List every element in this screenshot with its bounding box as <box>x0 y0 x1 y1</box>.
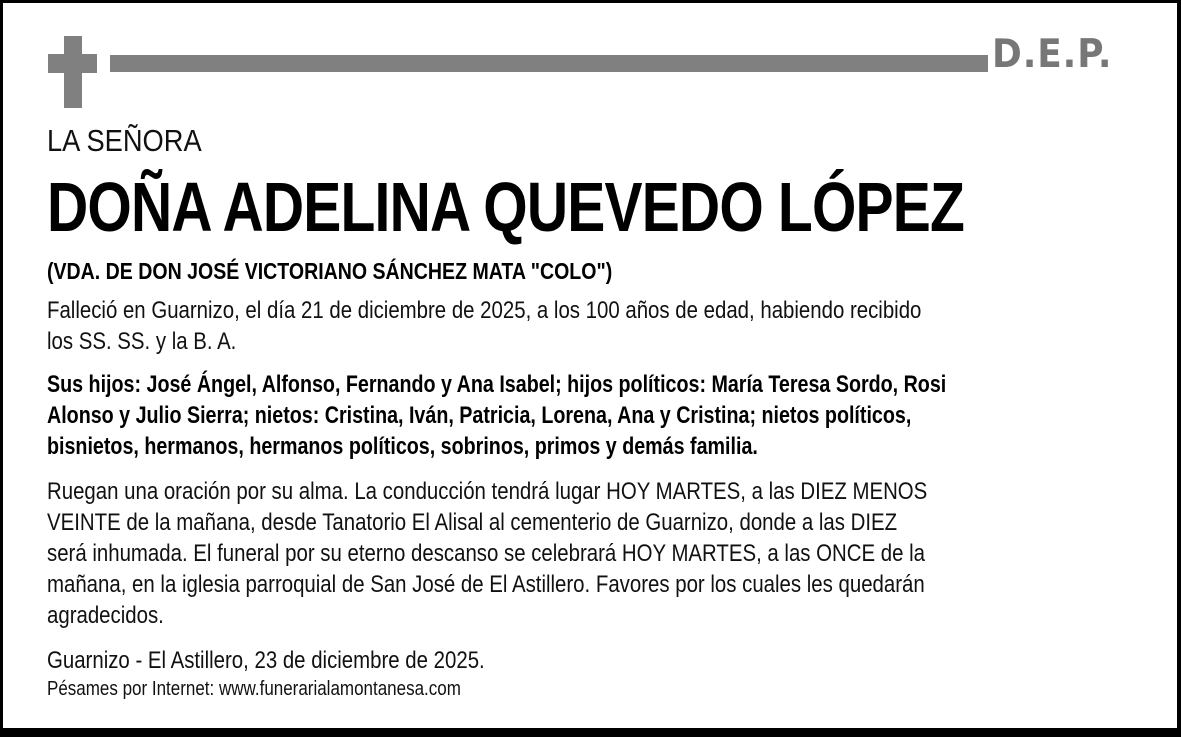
paragraph-line: bisnietos, hermanos, hermanos políticos, sobrinos, primos y demás familia. <box>47 433 758 460</box>
paragraph-line: será inhumada. El funeral por su eterno descanso se celebrará HOY MARTES, a las ONCE de la <box>47 540 926 567</box>
service-paragraph <box>47 476 927 631</box>
paragraph-line: mañana, en la iglesia parroquial de San José de El Astillero. Favores por los cuales les quedarán <box>47 571 925 598</box>
paragraph-line: Sus hijos: José Ángel, Alfonso, Fernando y Ana Isabel; hijos políticos: María Teresa Sordo, Rosi <box>47 371 947 398</box>
honorific: LA SEÑORA <box>47 123 202 158</box>
paragraph-line: Falleció en Guarnizo, el día 21 de diciembre de 2025, a los 100 años de edad, habiendo recibido <box>47 297 922 324</box>
paragraph-line: VEINTE de la mañana, desde Tanatorio El Alisal al cementerio de Guarnizo, donde a las DIEZ <box>47 509 898 536</box>
cross-icon-arm <box>48 54 97 73</box>
death-paragraph <box>47 295 921 357</box>
condolences-link[interactable]: Pésames por Internet: www.funerarialamontanesa.com <box>47 678 461 700</box>
paragraph-line: Alonso y Julio Sierra; nietos: Cristina, Iván, Patricia, Lorena, Ana y Cristina; nietos políticos, <box>47 402 912 429</box>
paragraph-line: agradecidos. <box>47 602 164 629</box>
paragraph-line: los SS. SS. y la B. A. <box>47 328 237 355</box>
dep-label: D.E.P. <box>992 32 1113 77</box>
header-rule <box>110 55 988 72</box>
paragraph-line: Ruegan una oración por su alma. La conducción tendrá lugar HOY MARTES, a las DIEZ MENOS <box>47 478 928 505</box>
place-date: Guarnizo - El Astillero, 23 de diciembre de 2025. <box>47 647 485 674</box>
family-paragraph <box>47 369 946 462</box>
widow-of: (VDA. DE DON JOSÉ VICTORIANO SÁNCHEZ MATA "COLO") <box>47 258 613 284</box>
deceased-name: DOÑA ADELINA QUEVEDO LÓPEZ <box>47 168 965 246</box>
